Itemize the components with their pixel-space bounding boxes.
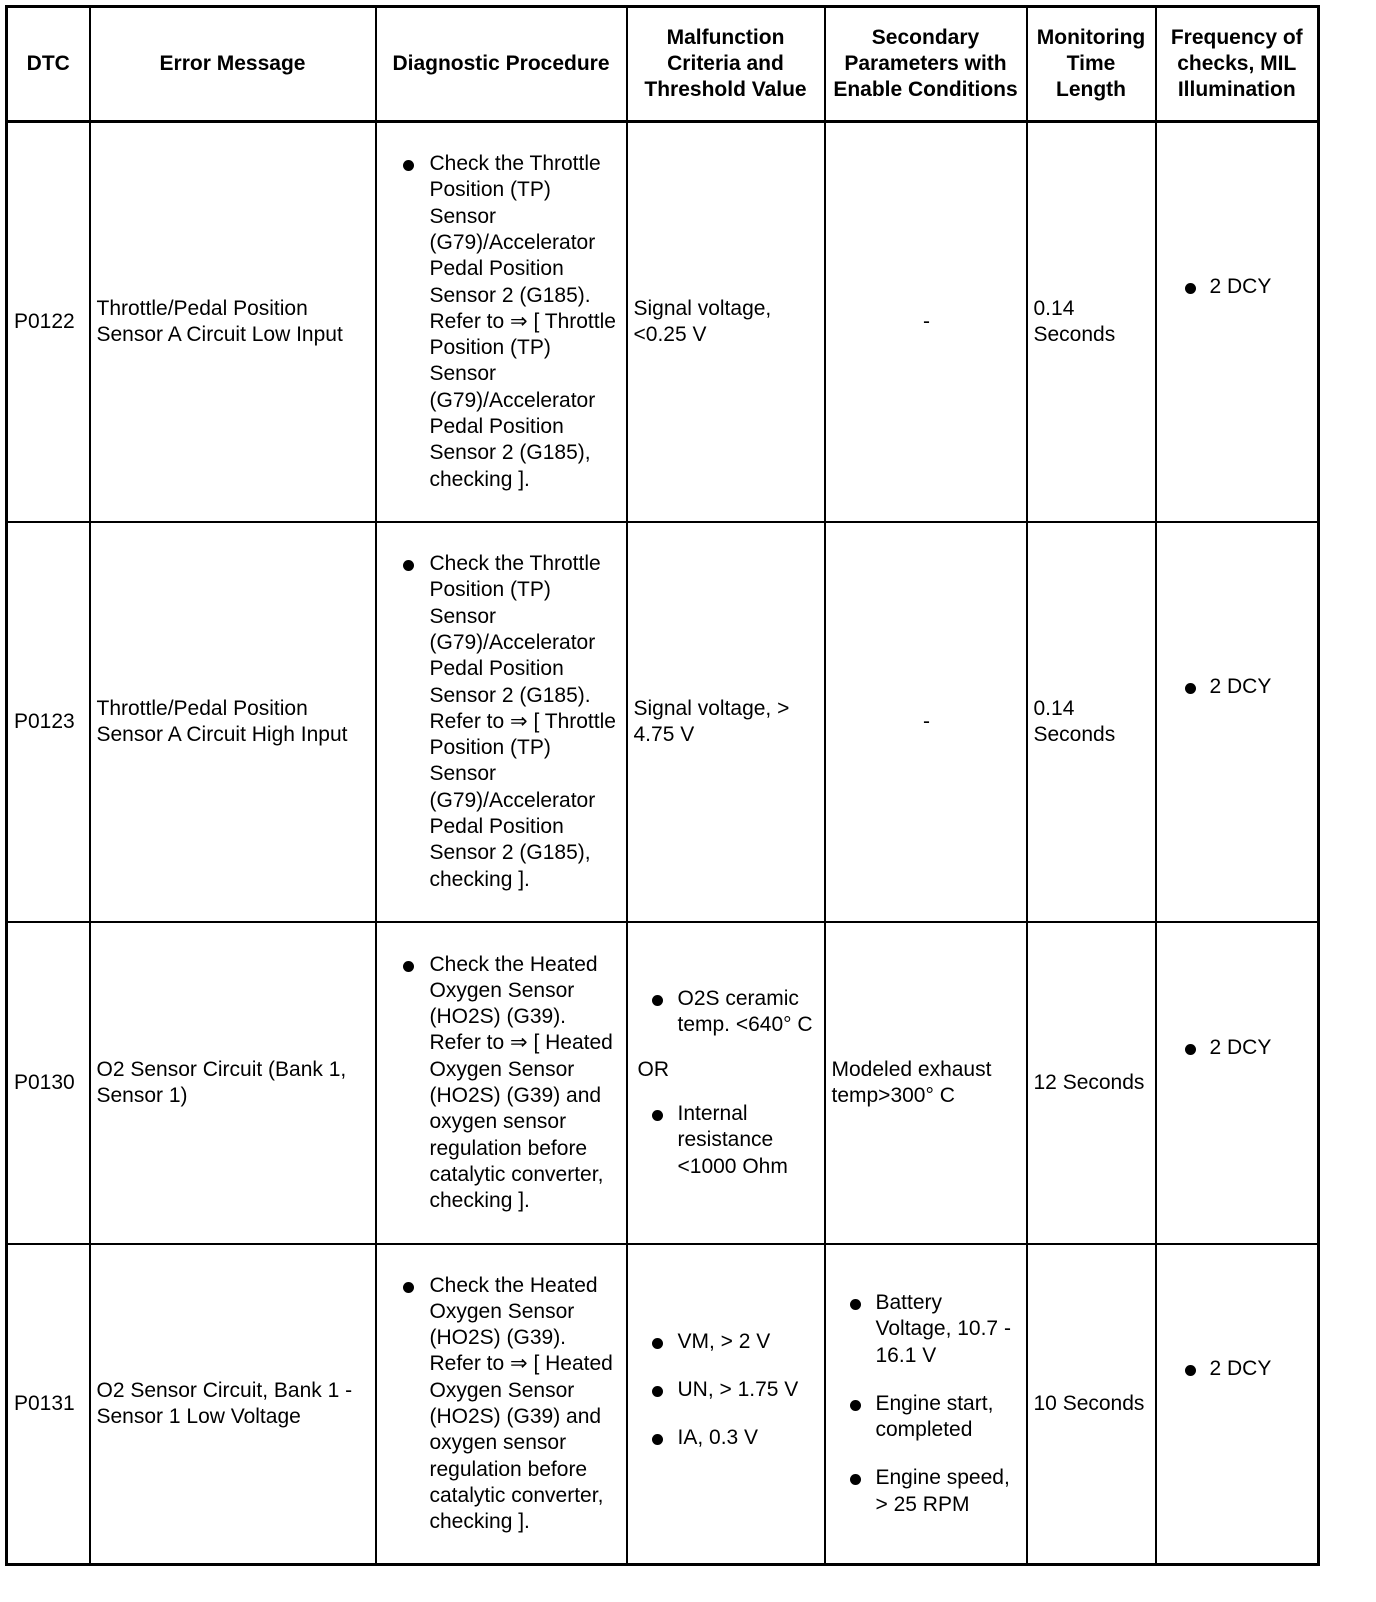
secondary-bullet-item: Engine speed, > 25 RPM	[832, 1465, 1022, 1518]
frequency-bullet-item: 2 DCY	[1163, 1035, 1314, 1061]
criteria-bullet-item: VM, > 2 V	[634, 1329, 820, 1355]
criteria-bullet-item: UN, > 1.75 V	[634, 1377, 820, 1403]
secondary-bullet-item: Engine start, completed	[832, 1391, 1022, 1444]
secondary-parameters-cell: Modeled exhaust temp>300° C	[825, 922, 1027, 1244]
malfunction-criteria-cell	[627, 1244, 825, 1565]
header-secondary-parameters: Secondary Parameters with Enable Conditions	[825, 7, 1027, 122]
dtc-table	[5, 5, 1320, 1566]
criteria-bullet-item: O2S ceramic temp. <640° C	[634, 986, 820, 1039]
dtc-code-cell: P0123	[7, 522, 90, 922]
diagnostic-procedure-cell	[376, 522, 627, 922]
monitoring-time-cell: 0.14 Seconds	[1027, 122, 1156, 523]
dtc-code-cell: P0122	[7, 122, 90, 523]
criteria-or-label: OR	[637, 1057, 669, 1081]
table-row	[7, 1244, 1319, 1565]
procedure-bullet-item: Check the Throttle Position (TP) Sensor (G79)/Accelerator Pedal Position Sensor 2 (G185). Refer to ⇒ [ Throttle Position (TP) Sensor (G79)/Accelerator Pedal Position Sensor 2 (G185), checking ].	[383, 551, 622, 893]
header-malfunction-criteria: Malfunction Criteria and Threshold Value	[627, 7, 825, 122]
diagnostic-procedure-cell	[376, 1244, 627, 1565]
header-diagnostic-procedure: Diagnostic Procedure	[376, 7, 627, 122]
procedure-bullet-item: Check the Heated Oxygen Sensor (HO2S) (G39). Refer to ⇒ [ Heated Oxygen Sensor (HO2S) (G39) and oxygen sensor regulation before catalytic converter, checking ].	[383, 952, 622, 1215]
table-row	[7, 122, 1319, 523]
monitoring-time-cell: 10 Seconds	[1027, 1244, 1156, 1565]
header-monitoring-time: Monitoring Time Length	[1027, 7, 1156, 122]
table-row	[7, 522, 1319, 922]
frequency-cell	[1156, 1244, 1319, 1565]
frequency-cell	[1156, 922, 1319, 1244]
diagnostic-procedure-cell	[376, 122, 627, 523]
error-message-cell: O2 Sensor Circuit, Bank 1 - Sensor 1 Low Voltage	[90, 1244, 376, 1565]
header-error-message: Error Message	[90, 7, 376, 122]
header-frequency: Frequency of checks, MIL Illumination	[1156, 7, 1319, 122]
frequency-cell	[1156, 122, 1319, 523]
criteria-bullet-item: Internal resistance <1000 Ohm	[634, 1101, 820, 1180]
error-message-cell: Throttle/Pedal Position Sensor A Circuit High Input	[90, 522, 376, 922]
header-dtc: DTC	[7, 7, 90, 122]
secondary-parameters-cell: -	[825, 522, 1027, 922]
dtc-code-cell: P0130	[7, 922, 90, 1244]
malfunction-criteria-cell	[627, 922, 825, 1244]
malfunction-criteria-cell: Signal voltage, <0.25 V	[627, 122, 825, 523]
table-row	[7, 922, 1319, 1244]
frequency-bullet-item: 2 DCY	[1163, 1356, 1314, 1382]
monitoring-time-cell: 12 Seconds	[1027, 922, 1156, 1244]
dtc-code-cell: P0131	[7, 1244, 90, 1565]
secondary-parameters-cell: -	[825, 122, 1027, 523]
frequency-cell	[1156, 522, 1319, 922]
header-row	[7, 7, 1319, 122]
procedure-bullet-item: Check the Throttle Position (TP) Sensor (G79)/Accelerator Pedal Position Sensor 2 (G185). Refer to ⇒ [ Throttle Position (TP) Sensor (G79)/Accelerator Pedal Position Sensor 2 (G185), checking ].	[383, 151, 622, 493]
malfunction-criteria-cell: Signal voltage, > 4.75 V	[627, 522, 825, 922]
error-message-cell: O2 Sensor Circuit (Bank 1, Sensor 1)	[90, 922, 376, 1244]
frequency-bullet-item: 2 DCY	[1163, 274, 1314, 300]
criteria-bullet-item: IA, 0.3 V	[634, 1425, 820, 1451]
monitoring-time-cell: 0.14 Seconds	[1027, 522, 1156, 922]
frequency-bullet-item: 2 DCY	[1163, 674, 1314, 700]
secondary-bullet-item: Battery Voltage, 10.7 - 16.1 V	[832, 1290, 1022, 1369]
secondary-parameters-cell	[825, 1244, 1027, 1565]
diagnostic-procedure-cell	[376, 922, 627, 1244]
error-message-cell: Throttle/Pedal Position Sensor A Circuit Low Input	[90, 122, 376, 523]
procedure-bullet-item: Check the Heated Oxygen Sensor (HO2S) (G39). Refer to ⇒ [ Heated Oxygen Sensor (HO2S) (G39) and oxygen sensor regulation before catalytic converter, checking ].	[383, 1273, 622, 1536]
